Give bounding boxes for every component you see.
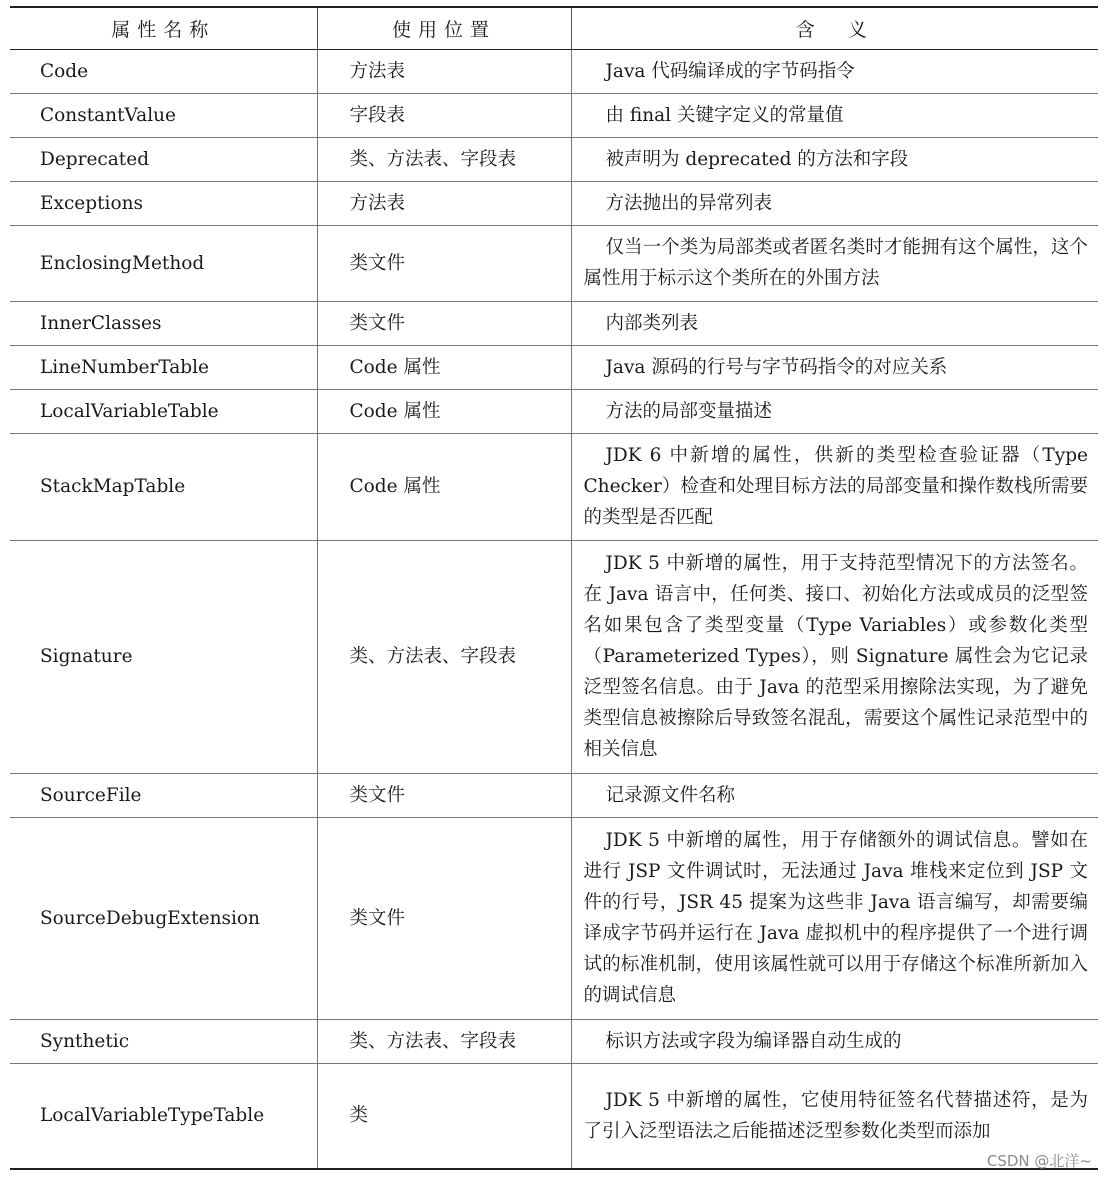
attribute-name-cell: ConstantValue bbox=[10, 93, 317, 137]
table-row bbox=[10, 181, 1098, 225]
usage-location-cell: 类 bbox=[317, 1063, 571, 1169]
attribute-name-cell: SourceFile bbox=[10, 773, 317, 817]
usage-location-cell: 类文件 bbox=[317, 817, 571, 1019]
usage-location-cell: Code 属性 bbox=[317, 389, 571, 433]
attribute-name-cell: EnclosingMethod bbox=[10, 225, 317, 301]
attribute-name-cell: Deprecated bbox=[10, 137, 317, 181]
attribute-table bbox=[10, 6, 1098, 1170]
meaning-text: JDK 5 中新增的属性，它使用特征签名代替描述符，是为了引入泛型语法之后能描述泛型参数化类型而添加 bbox=[583, 1089, 1088, 1142]
table-row bbox=[10, 93, 1098, 137]
usage-location-cell: 类文件 bbox=[317, 225, 571, 301]
attribute-table-container bbox=[10, 6, 1098, 1170]
meaning-cell bbox=[571, 301, 1098, 345]
table-row bbox=[10, 540, 1098, 773]
meaning-text: JDK 5 中新增的属性，用于支持范型情况下的方法签名。在 Java 语言中，任何类、接口、初始化方法或成员的泛型签名如果包含了类型变量（Type Variables）或参数化类型（Parameterized Types），则 Signature 属性会为它记录泛型签名信息。由于 Java 的范型采用擦除法实现，为了避免类型信息被擦除后导致签名混乱，需要这个属性记录范型中的相关信息 bbox=[583, 553, 1088, 760]
meaning-cell bbox=[571, 817, 1098, 1019]
table-row bbox=[10, 389, 1098, 433]
meaning-text: 方法抛出的异常列表 bbox=[605, 192, 773, 214]
header-usage-location: 使用位置 bbox=[317, 7, 571, 49]
usage-location-cell: 字段表 bbox=[317, 93, 571, 137]
attribute-name-cell: LocalVariableTable bbox=[10, 389, 317, 433]
meaning-cell bbox=[571, 225, 1098, 301]
meaning-cell bbox=[571, 181, 1098, 225]
table-body bbox=[10, 49, 1098, 1169]
attribute-name-cell: StackMapTable bbox=[10, 433, 317, 540]
meaning-text: 被声明为 deprecated 的方法和字段 bbox=[605, 148, 909, 170]
meaning-cell bbox=[571, 137, 1098, 181]
usage-location-cell: 类、方法表、字段表 bbox=[317, 137, 571, 181]
usage-location-cell: 方法表 bbox=[317, 181, 571, 225]
table-row bbox=[10, 225, 1098, 301]
meaning-text: 记录源文件名称 bbox=[605, 784, 736, 806]
table-row bbox=[10, 1063, 1098, 1169]
meaning-cell bbox=[571, 1019, 1098, 1063]
table-row bbox=[10, 773, 1098, 817]
meaning-text: 方法的局部变量描述 bbox=[605, 400, 773, 422]
usage-location-cell: Code 属性 bbox=[317, 433, 571, 540]
meaning-cell bbox=[571, 345, 1098, 389]
table-row bbox=[10, 433, 1098, 540]
table-row bbox=[10, 49, 1098, 93]
meaning-cell bbox=[571, 433, 1098, 540]
header-attribute-name: 属性名称 bbox=[10, 7, 317, 49]
meaning-cell bbox=[571, 389, 1098, 433]
table-row bbox=[10, 137, 1098, 181]
meaning-text: 标识方法或字段为编译器自动生成的 bbox=[605, 1030, 902, 1052]
attribute-name-cell: SourceDebugExtension bbox=[10, 817, 317, 1019]
usage-location-cell: 类文件 bbox=[317, 301, 571, 345]
attribute-name-cell: InnerClasses bbox=[10, 301, 317, 345]
usage-location-cell: 类文件 bbox=[317, 773, 571, 817]
meaning-text: JDK 5 中新增的属性，用于存储额外的调试信息。譬如在进行 JSP 文件调试时，无法通过 Java 堆栈来定位到 JSP 文件的行号，JSR 45 提案为这些非 Java 语言编写，却需要编译成字节码并运行在 Java 虚拟机中的程序提供了一个进行调试的标准机制，使用该属性就可以用于存储这个标准所新加入的调试信息 bbox=[583, 830, 1088, 1006]
table-row bbox=[10, 817, 1098, 1019]
attribute-name-cell: LineNumberTable bbox=[10, 345, 317, 389]
table-header bbox=[10, 7, 1098, 49]
meaning-text: Java 源码的行号与字节码指令的对应关系 bbox=[605, 356, 948, 378]
attribute-name-cell: Synthetic bbox=[10, 1019, 317, 1063]
header-meaning: 含 义 bbox=[571, 7, 1098, 49]
table-row bbox=[10, 345, 1098, 389]
table-row bbox=[10, 1019, 1098, 1063]
meaning-text: JDK 6 中新增的属性，供新的类型检查验证器（Type Checker）检查和处理目标方法的局部变量和操作数栈所需要的类型是否匹配 bbox=[583, 445, 1088, 528]
meaning-text: 由 final 关键字定义的常量值 bbox=[605, 104, 844, 126]
usage-location-cell: 方法表 bbox=[317, 49, 571, 93]
meaning-cell bbox=[571, 49, 1098, 93]
attribute-name-cell: Signature bbox=[10, 540, 317, 773]
meaning-text: Java 代码编译成的字节码指令 bbox=[605, 60, 855, 82]
header-row bbox=[10, 7, 1098, 49]
meaning-text: 内部类列表 bbox=[605, 312, 699, 334]
meaning-cell bbox=[571, 540, 1098, 773]
usage-location-cell: 类、方法表、字段表 bbox=[317, 540, 571, 773]
attribute-name-cell: LocalVariableTypeTable bbox=[10, 1063, 317, 1169]
attribute-name-cell: Exceptions bbox=[10, 181, 317, 225]
usage-location-cell: Code 属性 bbox=[317, 345, 571, 389]
table-row bbox=[10, 301, 1098, 345]
meaning-text: 仅当一个类为局部类或者匿名类时才能拥有这个属性，这个属性用于标示这个类所在的外围方法 bbox=[583, 237, 1088, 289]
csdn-watermark: CSDN @北洋~ bbox=[986, 1152, 1092, 1170]
usage-location-cell: 类、方法表、字段表 bbox=[317, 1019, 571, 1063]
meaning-cell bbox=[571, 773, 1098, 817]
meaning-cell bbox=[571, 93, 1098, 137]
attribute-name-cell: Code bbox=[10, 49, 317, 93]
